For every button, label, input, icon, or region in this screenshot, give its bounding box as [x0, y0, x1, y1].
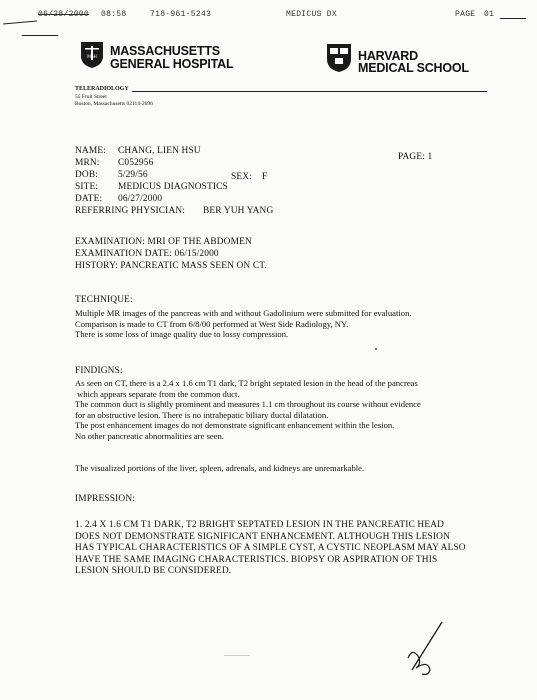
findings-heading: FINDIGNS:	[75, 366, 123, 376]
patient-sex: F	[262, 172, 268, 182]
fax-time: 08:58	[101, 10, 127, 19]
letterhead-rule	[75, 91, 487, 92]
fax-short-rule	[22, 35, 58, 36]
impression-line: HAS TYPICAL CHARACTERISTICS OF A SIMPLE CYST, A CYSTIC NEOPLASM MAY ALSO	[75, 543, 466, 554]
impression-line: LESION SHOULD BE CONSIDERED.	[75, 566, 232, 577]
report-date: 06/27/2000	[118, 194, 163, 204]
technique-body	[75, 308, 412, 340]
findings-line: The post enhancement images do not demonstrate significant enhancement within the lesion.	[75, 420, 395, 431]
mgh-shield-logo-icon	[80, 41, 104, 69]
dept-name: TELERADIOLOGY	[75, 86, 132, 92]
technique-line: Multiple MR images of the pancreas with and without Gadolinium were submitted for evaluation.	[75, 308, 412, 318]
patient-site: MEDICUS DIAGNOSTICS	[118, 182, 228, 192]
mrn-label: MRN:	[75, 158, 100, 168]
impression-body	[75, 520, 466, 578]
impression-line: 1. 2.4 X 1.6 CM T1 DARK, T2 BRIGHT SEPTATED LESION IN THE PANCREATIC HEAD	[75, 520, 445, 530]
fax-corner-rule	[500, 18, 526, 19]
page-indicator: PAGE: 1	[398, 152, 433, 162]
technique-line: Comparison is made to CT from 6/8/00 performed at West Side Radiology, NY.	[75, 318, 349, 329]
referring-physician: BER YUH YANG	[203, 206, 274, 216]
scan-speck	[375, 348, 377, 350]
date-label: DATE:	[75, 194, 103, 204]
findings-body	[75, 378, 421, 442]
referring-physician-label: REFERRING PHYSICIAN:	[75, 206, 186, 216]
fax-page-label: PAGE	[455, 10, 476, 19]
impression-line: DOES NOT DEMONSTRATE SIGNIFICANT ENHANCEMENT. ALTHOUGH THIS LESION	[75, 531, 451, 542]
impression-heading: IMPRESSION:	[75, 494, 135, 504]
technique-heading: TECHNIQUE:	[75, 295, 133, 305]
examination: EXAMINATION: MRI OF THE ABDOMEN	[75, 237, 252, 247]
fax-date: 06/28/2000	[38, 10, 90, 19]
svg-text:MGH: MGH	[87, 54, 97, 59]
harvard-veritas-shield-logo-icon	[326, 43, 352, 73]
findings-line: The common duct is slightly prominent and measures 1.1 cm throughout its course without evidence	[75, 399, 421, 410]
examination-date: EXAMINATION DATE: 06/15/2000	[75, 249, 219, 259]
technique-line: There is some loss of image quality due to lossy compression.	[75, 329, 289, 340]
patient-dob: 5/29/56	[118, 170, 148, 180]
name-label: NAME:	[75, 146, 106, 156]
address-line1: 55 Fruit Street	[75, 94, 107, 100]
findings-line: which appears separate from the common duct.	[77, 388, 240, 399]
fax-sender: MEDICUS DX	[286, 10, 338, 19]
fax-phone: 718-961-5243	[150, 10, 212, 19]
scan-speck	[224, 655, 250, 656]
findings-line: No other pancreatic abnormalities are seen.	[75, 430, 224, 441]
site-label: SITE:	[75, 182, 99, 192]
impression-line: HAVE THE SAME IMAGING CHARACTERISTICS. BIOPSY OR ASPIRATION OF THIS	[75, 554, 438, 565]
fax-scribble-mark	[3, 21, 37, 25]
dob-label: DOB:	[75, 170, 98, 180]
mgh-name-line1: MASSACHUSETTS	[110, 44, 220, 58]
sex-label: SEX:	[231, 172, 252, 182]
findings-line: As seen on CT, there is a 2.4 x 1.6 cm T1 dark, T2 bright septated lesion in the head of the pancreas	[75, 378, 418, 388]
signature-mark-icon	[398, 618, 458, 678]
patient-mrn: C052956	[118, 158, 154, 168]
mgh-name-line2: GENERAL HOSPITAL	[110, 57, 234, 71]
history: HISTORY: PANCREATIC MASS SEEN ON CT.	[75, 261, 267, 271]
findings-line: for an obstructive lesion. There is no intrahepatic biliary ductal dilatation.	[75, 409, 329, 420]
hms-name-line2: MEDICAL SCHOOL	[358, 61, 469, 75]
address-line2: Boston, Massachusetts 02114-2696	[75, 101, 153, 107]
hms-name-line1: HARVARD	[358, 49, 418, 63]
findings-visualized: The visualized portions of the liver, spleen, adrenals, and kidneys are unremarkable.	[75, 463, 365, 473]
patient-name: CHANG, LIEN HSU	[118, 146, 201, 156]
fax-page-number: 01	[484, 10, 495, 19]
